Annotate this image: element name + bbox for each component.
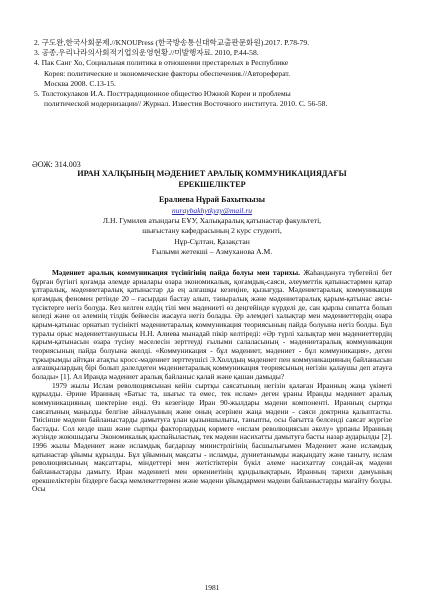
article-title [40, 169, 384, 190]
reference-list [34, 38, 394, 109]
affiliation-line: Л.Н. Гумилев атындағы ЕҰУ, Халықаралық қатынастар факультеті, [102, 216, 322, 225]
section-heading: Мәдениет аралық коммуникация түсінігінің пайда болуы мен тарихы. [52, 268, 301, 277]
page-number: 1981 [204, 583, 220, 592]
title-line: ИРАН ХАЛҚЫНЫҢ МӘДЕНИЕТ АРАЛЫҚ КОММУНИКАЦИЯДАҒЫ [77, 169, 347, 178]
udk-code: ӘОЖ: 314.003 [32, 160, 81, 169]
paragraph [32, 382, 392, 495]
reference-item-cont: Москва 2008. С.13-15. [44, 78, 116, 88]
reference-item-cont: политической модернизации// Журнал. Известия Восточного института. 2010. С. 56-58. [44, 99, 328, 109]
paragraph [32, 269, 392, 382]
author-name: Ералиева Нұрай Бахыткызы [159, 195, 265, 204]
article-body [32, 269, 392, 494]
affiliation-line: шығыстану кафедрасының 2 курс студенті, [142, 226, 282, 236]
reference-item: 3. 공종,우리나라의사회적기업의운영현황.//미발행자료. 2010, P.44-58. [34, 48, 259, 58]
affiliation-line: Нұр-Сұлтан, Қазақстан [174, 236, 250, 246]
reference-item-cont: Корея: политические и экономические факторы обеспечения.//Автореферат. [44, 68, 291, 78]
reference-item: 4. Пак Санг Хо, Социальная политика в отношении престарелых в Республике [34, 58, 289, 68]
reference-item: 2. 구도완,한국사회문제.//KNOUPress (한국방송통신대학교출판문화원).2017. P.78-79. [34, 38, 310, 47]
affiliation [60, 216, 364, 258]
reference-item: 5. Толстокулаков И.А. Посттрадиционное общество Южной Кореи и проблемы [34, 89, 291, 99]
paragraph-text: 1979 жылы Ислам революциясынан кейін сыртқы саясатының негізін қалаған Иранның жаңа үкіметі құрылды. Әрине Иранның «Батыс та, шығыс та емес, тек ислам» деген ұраны Иранды мәдениет аралық коммуникацияның шектеріне енді. Өз кезегінде Иран 90-жылдары мәдени компоненті. Иранның сыртқы саясатының маңызды белгіне айналуының және оның әсерінен жаңа мәдени - саяси доктрина қалыптасты. Тиісінше мәдени байланыстарды дамытуға ұлан қызыншылығы, таныпты, осы бағытта белсенді саясат жүргізе бастады. Сол кезде шаш және сыртқы факторлардың көрмеге «ислам революциясын әкелу» ұрпаны Иранның жүзінде жоюшыдағы Экономикалық қыспайыластық, тек мәдени насихатты дамытуға басты назар аударылды [2]. 1996 жылы Мәдениет және исламдық бағдарлау министрлігінің басшылығымен Мәдениет және исламдық қатынастар ұйымы құрылды. Бұл ұйымның мақсаты - исламды, дүниетанымды жақындату және таныту, ислам революциясының мақсаттары, міндеттері мен жетістіктерін бүкіл әлеме насихаттау сондай-ақ мәдени байланыстарды дамыту. Иран мәдениеті мен өркениетінің құндылықтарын, Иранның тарихи дамуының ерекшеліктерін біздерге басқа мемлекеттермен және мәдени ұйымдармен мәдени байланыстарды мағайту болды. Осы [32, 380, 392, 494]
author-email[interactable]: nuraybakhytkyzy@mail.ru [171, 206, 253, 215]
title-line: ЕРЕКШЕЛІКТЕР [178, 179, 246, 189]
paragraph-text: Жаһандануға түбегейлі бет бұрған бүгінгі қоғамда әлемде арналары өзара экономикалық, қоғамдық-саяси, әлеуметтік қатынастармен қатар ұлтаралық, мәдениетаралық қатынастар да ең алғашқы кезеңіне, қызығуда. Мәдениетаралық коммуникация қоғамдық феномен ретінде 20 – ғасырдан бастау алып, таныралық және мәдениетаралық қарым-қатынас аясы-түсіктерге негіз болуда. Кез келген елдің тілі мен мәдениеті өз деңгейінде күрделі де, сан қырлы сипатта болып келеді және ол әлемнің тілдік бейнесін жасауға негіз болады. Әр әлемдегі халықтар мен мәдениеттердің өзара қарым-қатынас орнатып түсінікті мәдениетаралық коммуникация теориясының пайда болуына негіз болды. Бұл туралы орыс мәдениеттанушысы Н.Н. Алиева мынадай пікір келтіреді: «Әр түрлі халықтар мен мәдениеттердің қарым-қатынасын өзара түсіну мәселесін зерттеуді ғылыми салаласының - мәдениетаралық коммуникация теориясының пайда болуына әкелді. «Коммуникация - бұл мәдениет, мәдениет - бұл коммуникация», деген тұжырымды айтқан атақты кросс-мәдениет зерттеушісі Э.Холлдың мәдениет пен коммуникацияның байланысын алғашқылардың бірі болып дәлелдеген мәдениетаралық коммуникация теориясының негізін қалаушы деп атауға болады» [1]. Ал Иранда мәдениет аралық байланыс қалай және қашан дамыды? [32, 268, 392, 381]
affiliation-line: Ғылыми жетекші – Азмуханова А.М. [151, 247, 273, 257]
